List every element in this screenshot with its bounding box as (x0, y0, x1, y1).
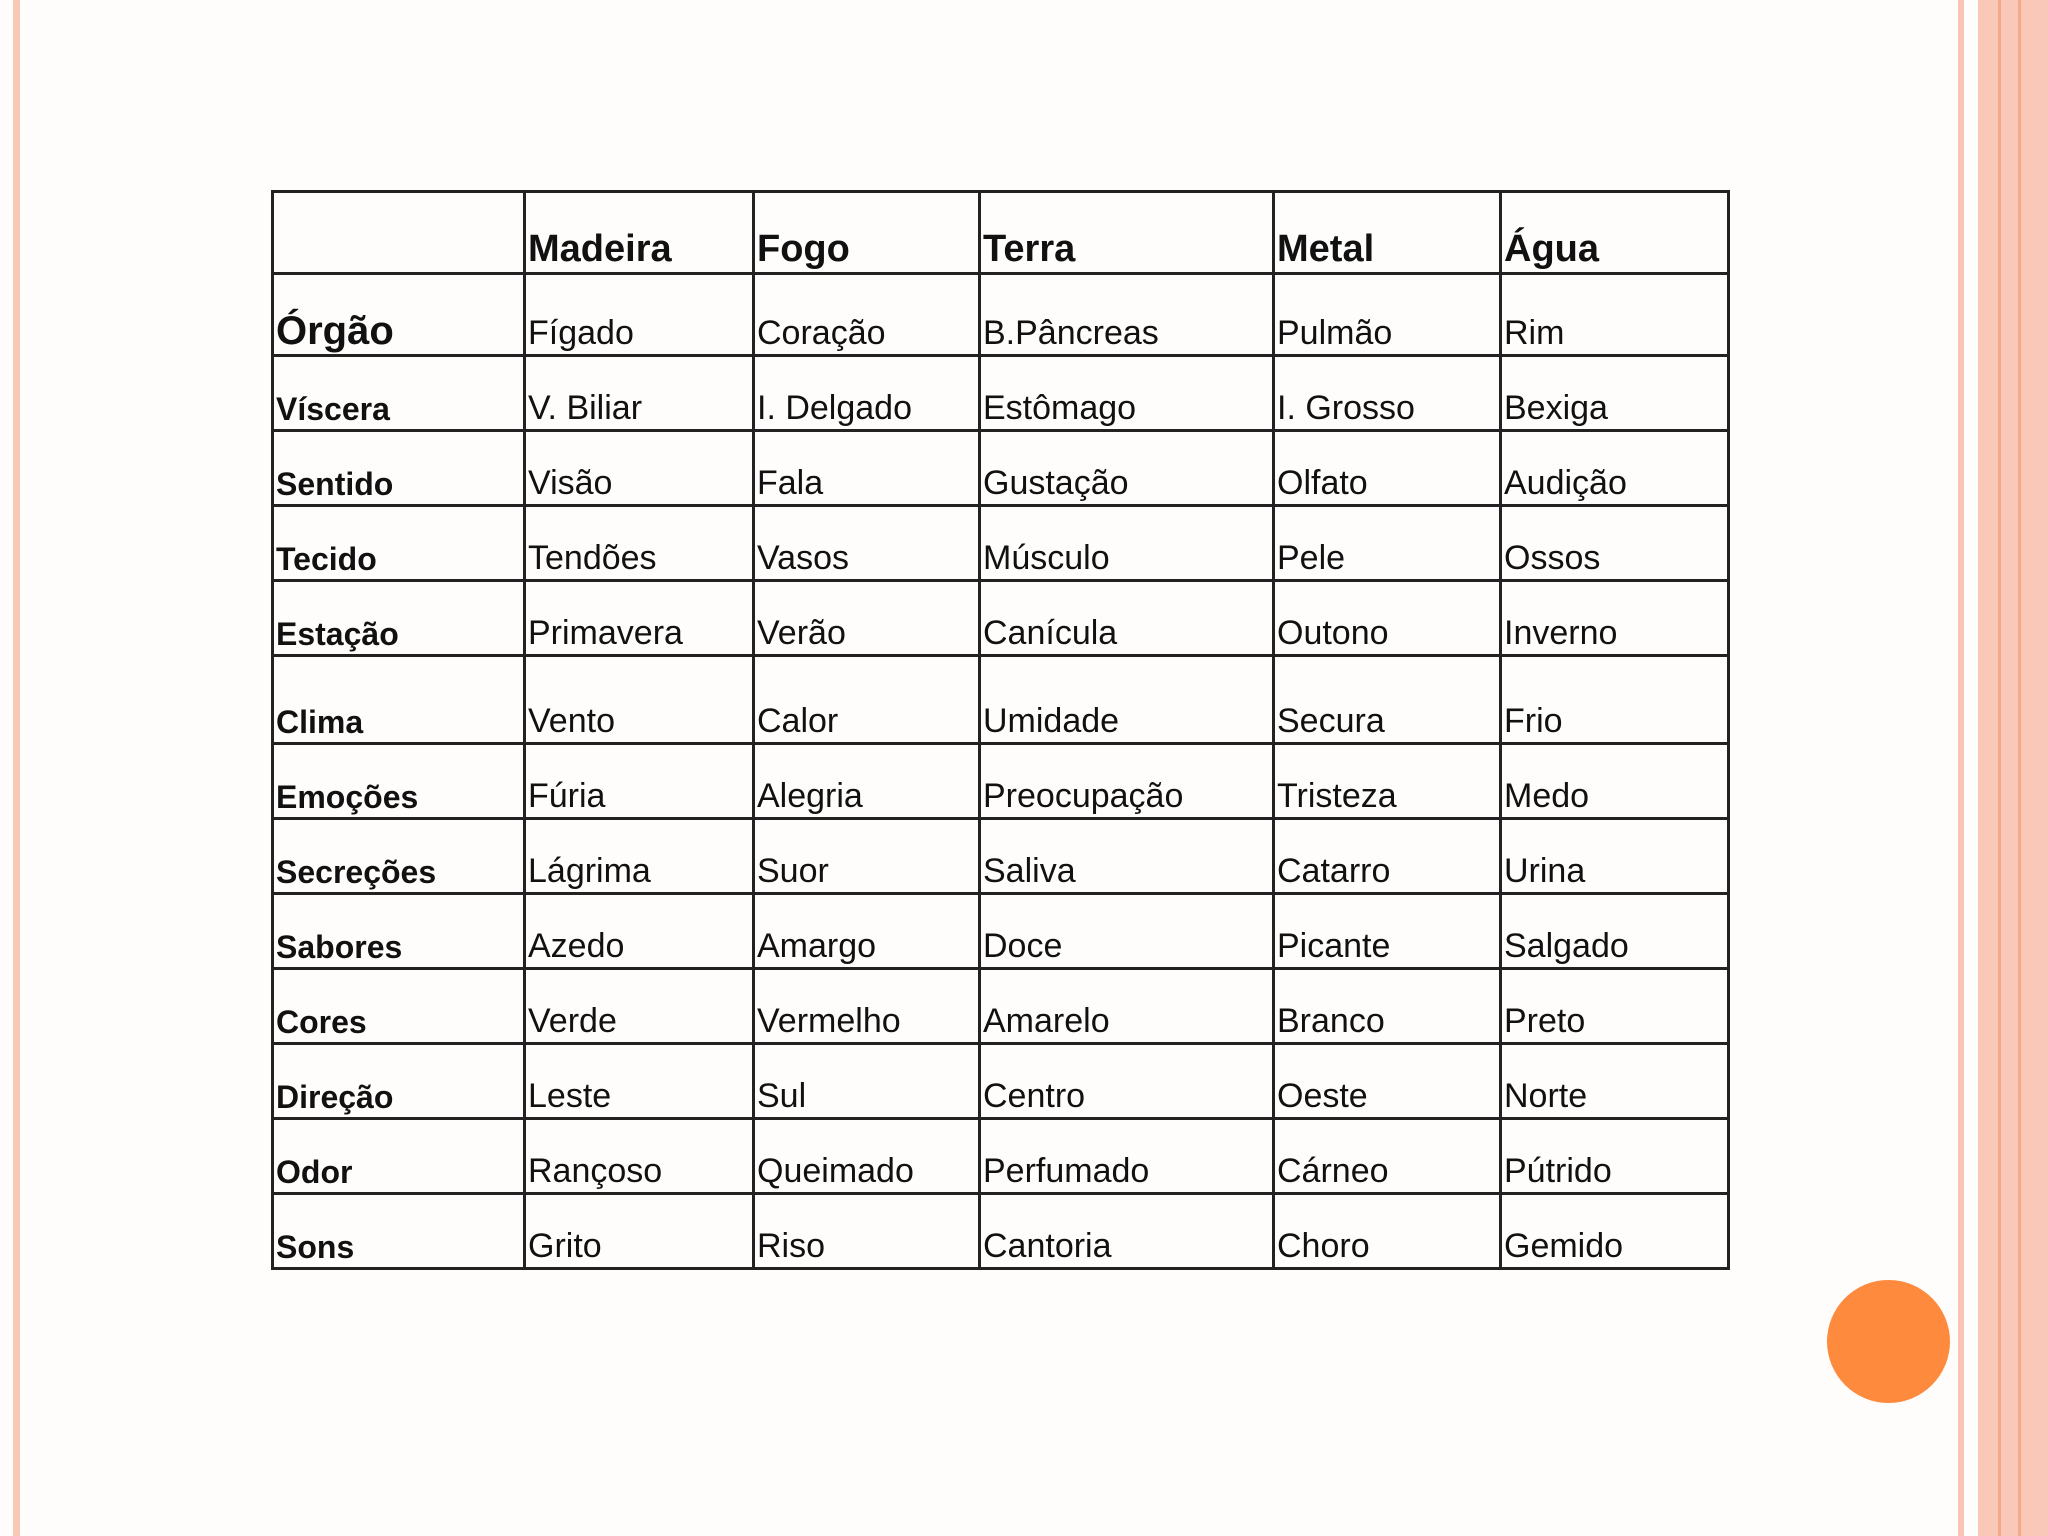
table-cell: Pútrido (1501, 1119, 1729, 1194)
table-header-row (273, 192, 1729, 274)
row-header: Emoções (273, 744, 525, 819)
table-cell: Branco (1274, 969, 1501, 1044)
table-cell: Leste (525, 1044, 754, 1119)
table-cell: Grito (525, 1194, 754, 1269)
row-header: Sabores (273, 894, 525, 969)
table-cell: Pulmão (1274, 274, 1501, 356)
table-cell: V. Biliar (525, 356, 754, 431)
table-cell: Tristeza (1274, 744, 1501, 819)
table-cell: Frio (1501, 656, 1729, 744)
table-cell: Músculo (980, 506, 1274, 581)
table-cell: Fúria (525, 744, 754, 819)
table-cell: Lágrima (525, 819, 754, 894)
row-header: Clima (273, 656, 525, 744)
table-cell: Norte (1501, 1044, 1729, 1119)
table-cell: Picante (1274, 894, 1501, 969)
table-cell: Outono (1274, 581, 1501, 656)
table-row (273, 356, 1729, 431)
table-row (273, 1044, 1729, 1119)
table-cell: Preto (1501, 969, 1729, 1044)
table-cell: Verão (754, 581, 980, 656)
table-row (273, 274, 1729, 356)
table-row (273, 744, 1729, 819)
table-cell: B.Pâncreas (980, 274, 1274, 356)
column-header-terra: Terra (980, 192, 1274, 274)
table-row (273, 969, 1729, 1044)
table-row (273, 1119, 1729, 1194)
table-cell: Amargo (754, 894, 980, 969)
row-header: Órgão (273, 274, 525, 356)
table-cell: Saliva (980, 819, 1274, 894)
table-cell: Coração (754, 274, 980, 356)
table-row (273, 656, 1729, 744)
table-cell: Medo (1501, 744, 1729, 819)
table-cell: Estômago (980, 356, 1274, 431)
table-cell: Audição (1501, 431, 1729, 506)
table-cell: Fala (754, 431, 980, 506)
table-cell: Centro (980, 1044, 1274, 1119)
table-cell: Suor (754, 819, 980, 894)
table-cell: Vasos (754, 506, 980, 581)
table-cell: Cárneo (1274, 1119, 1501, 1194)
table-cell: Rançoso (525, 1119, 754, 1194)
table-cell: Calor (754, 656, 980, 744)
table-cell: Azedo (525, 894, 754, 969)
table-cell: Visão (525, 431, 754, 506)
row-header: Odor (273, 1119, 525, 1194)
slide-right-border-outer (1978, 0, 2048, 1536)
table-cell: Cantoria (980, 1194, 1274, 1269)
row-header: Tecido (273, 506, 525, 581)
table-cell: Salgado (1501, 894, 1729, 969)
table-cell: Rim (1501, 274, 1729, 356)
table-cell: Oeste (1274, 1044, 1501, 1119)
table-row (273, 581, 1729, 656)
table-cell: Vento (525, 656, 754, 744)
table-cell: Ossos (1501, 506, 1729, 581)
row-header: Direção (273, 1044, 525, 1119)
table-row (273, 431, 1729, 506)
row-header: Víscera (273, 356, 525, 431)
slide-right-stripe (1998, 0, 2001, 1536)
table-cell: Doce (980, 894, 1274, 969)
row-header: Secreções (273, 819, 525, 894)
table-row (273, 506, 1729, 581)
row-header: Sentido (273, 431, 525, 506)
table-cell: Tendões (525, 506, 754, 581)
row-header: Estação (273, 581, 525, 656)
table-cell: Fígado (525, 274, 754, 356)
row-header: Sons (273, 1194, 525, 1269)
table-row (273, 894, 1729, 969)
column-header-madeira: Madeira (525, 192, 754, 274)
table-cell: Riso (754, 1194, 980, 1269)
table-cell: Umidade (980, 656, 1274, 744)
slide-right-stripe (2018, 0, 2021, 1536)
table-cell: Sul (754, 1044, 980, 1119)
table-cell: Catarro (1274, 819, 1501, 894)
table-cell: Pele (1274, 506, 1501, 581)
row-header: Cores (273, 969, 525, 1044)
slide-left-border (13, 0, 20, 1536)
table-cell: Canícula (980, 581, 1274, 656)
table-cell: I. Delgado (754, 356, 980, 431)
table-cell: Urina (1501, 819, 1729, 894)
five-elements-table (271, 190, 1730, 1270)
table-cell: Vermelho (754, 969, 980, 1044)
table-cell: Inverno (1501, 581, 1729, 656)
table-cell: Perfumado (980, 1119, 1274, 1194)
table-cell: Choro (1274, 1194, 1501, 1269)
table-cell: Olfato (1274, 431, 1501, 506)
table-cell: Queimado (754, 1119, 980, 1194)
table-cell: Secura (1274, 656, 1501, 744)
accent-circle (1827, 1280, 1950, 1403)
table-cell: Verde (525, 969, 754, 1044)
table-cell: Preocupação (980, 744, 1274, 819)
table-cell: I. Grosso (1274, 356, 1501, 431)
column-header-metal: Metal (1274, 192, 1501, 274)
table-cell: Bexiga (1501, 356, 1729, 431)
table-row (273, 819, 1729, 894)
table-corner-cell (273, 192, 525, 274)
column-header-fogo: Fogo (754, 192, 980, 274)
table-cell: Gustação (980, 431, 1274, 506)
table-cell: Amarelo (980, 969, 1274, 1044)
table-cell: Alegria (754, 744, 980, 819)
column-header-agua: Água (1501, 192, 1729, 274)
table-row (273, 1194, 1729, 1269)
table-cell: Gemido (1501, 1194, 1729, 1269)
table-cell: Primavera (525, 581, 754, 656)
slide-right-border-inner (1958, 0, 1964, 1536)
